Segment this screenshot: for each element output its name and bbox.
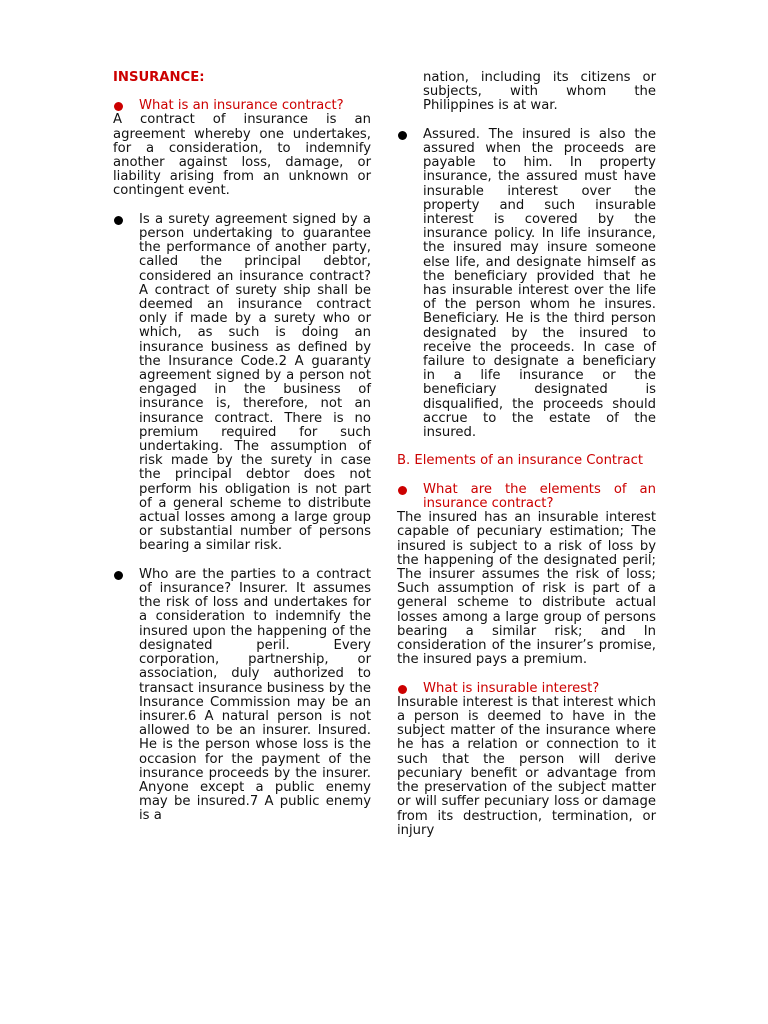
bullet-icon [114, 216, 123, 225]
question-text: What is insurable interest? [423, 680, 600, 696]
list-item-assured [397, 128, 656, 440]
question-text: What are the elements of an insurance contract? [423, 481, 656, 512]
answer-insurable-interest: Insurable interest is that interest which a person is deemed to have in the subject matter of the insurance where he has a relation or connection to it such that the person will derive pecuniary benefit or advantage from the preservation of the subject matter or will suffer pecuniary loss or damage from its destruction, termination, or injury [397, 694, 657, 838]
parties-text: Who are the parties to a contract of insurance? Insurer. It assumes the risk of loss and undertakes for a consideration to indemnify the insured upon the happening of the designated peril. Every corporation, partnership, or association, duly authorized to transact insurance business by the Insurance Commission may be an insurer.6 A natural person is not allowed to be an insurer. Insured. He is the person whose loss is the occasion for the payment of the insurance proceeds by the insurer. Anyone except a public enemy may be insured.7 A public enemy is a [139, 566, 371, 824]
bullet-icon [114, 571, 123, 580]
question-text: What is an insurance contract? [139, 98, 344, 114]
continuation-text: nation, including its citizens or subjects, with whom the Philippines is at war. [423, 70, 656, 114]
list-item-surety [113, 213, 371, 554]
page-heading: INSURANCE: [113, 70, 205, 85]
bullet-icon [398, 131, 407, 140]
list-item-parties [113, 568, 371, 824]
question-insurance-contract [113, 99, 371, 113]
bullet-icon [398, 685, 407, 694]
question-elements [397, 483, 656, 511]
bullet-icon [398, 486, 407, 495]
answer-elements: The insured has an insurable interest capable of pecuniary estimation; The insured is subject to a risk of loss by the happening of the designated peril; The insurer assumes the risk of loss; Such assumption of risk is part of a general scheme to distribute actual losses among a large group of persons bearing a similar risk; and In consideration of the insurer’s promise, the insured pays a premium. [397, 510, 656, 668]
section-heading-elements: B. Elements of an insurance Contract [397, 453, 644, 469]
bullet-icon [114, 102, 123, 111]
surety-text: Is a surety agreement signed by a person undertaking to guarantee the performance of another party, called the principal debtor, considered an insurance contract? A contract of surety ship shall be deemed an insurance contract only if made by a surety who or which, as such is doing an insurance business as defined by the Insurance Code.2 A guaranty agreement signed by a person not engaged in the business of insurance is, therefore, not an insurance contract. There is no premium required for such undertaking. The assumption of risk made by the surety in case the principal debtor does not perform his obligation is not part of a general scheme to distribute actual losses among a large group or substantial number of persons bearing a similar risk. [139, 211, 371, 554]
right-column [397, 71, 656, 838]
left-column [113, 71, 371, 824]
assured-text: Assured. The insured is also the assured when the proceeds are payable to him. In property insurance, the assured must have insurable interest over the property and such insurable interest is covered by the insurance policy. In life insurance, the insured may insure someone else life, and designate himself as the beneficiary provided that he has insurable interest over the life of the person whom he insures. Beneficiary. He is the third person designated by the insured to receive the proceeds. In case of failure to designate a beneficiary in a life insurance or the beneficiary designated is disqualified, the proceeds should accrue to the estate of the insured. [423, 126, 656, 441]
question-insurable-interest [397, 682, 656, 696]
answer-insurance-contract: A contract of insurance is an agreement whereby one undertakes, for a consideration, to indemnify another against loss, damage, or liability arising from an unknown or contingent event. [113, 112, 371, 199]
